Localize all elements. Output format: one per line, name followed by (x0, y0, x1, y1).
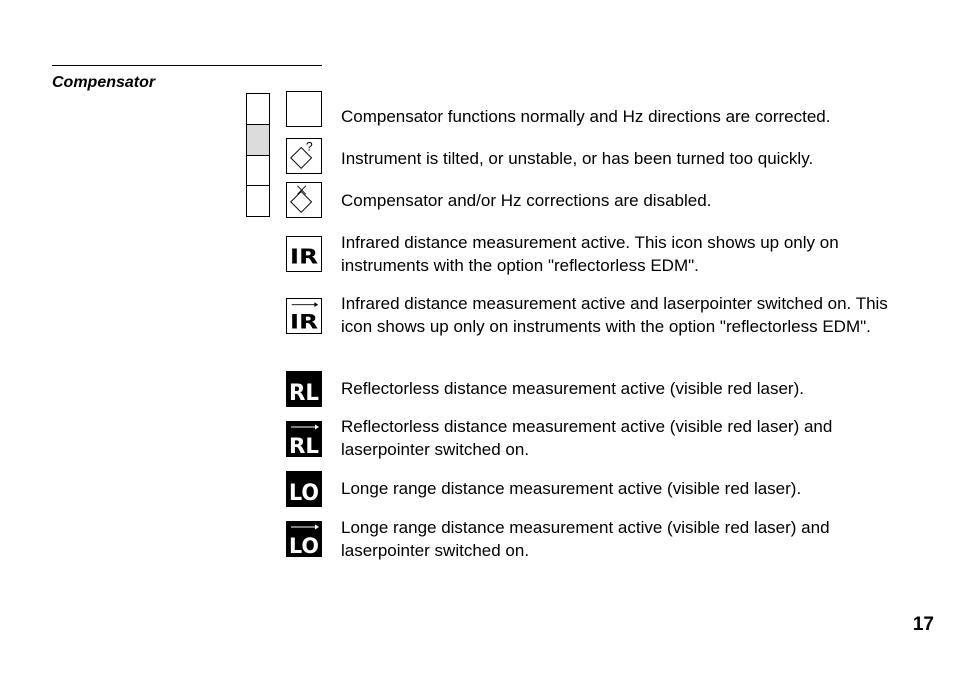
sidebar-segment-shaded (246, 124, 270, 156)
svg-text:?: ? (305, 139, 313, 154)
page-number: 17 (912, 614, 934, 635)
rl-icon-label: RL (289, 381, 319, 406)
ir-laserpointer-icon (286, 298, 322, 334)
tilted-warning-icon (286, 138, 322, 174)
compensator-on-icon (286, 91, 322, 127)
item-description: Infrared distance measurement active. This icon shows up only on instruments with the option "reflectorless EDM". (341, 233, 839, 275)
item-description: Compensator and/or Hz corrections are disabled. (341, 191, 712, 210)
lo-icon (286, 471, 322, 507)
item-description: Compensator functions normally and Hz directions are corrected. (341, 107, 831, 126)
rl-laserpointer-icon-label: RL (289, 434, 319, 457)
ir-laserpointer-icon-label: IR (289, 310, 319, 333)
compensator-off-icon (286, 182, 322, 218)
section-rule (52, 65, 322, 66)
ir-icon (286, 236, 322, 272)
rl-icon (286, 371, 322, 407)
ir-icon-label: IR (289, 244, 319, 269)
lo-laserpointer-icon (286, 521, 322, 557)
sidebar-segment-empty (246, 93, 270, 125)
item-description: Longe range distance measurement active (visible red laser). (341, 479, 802, 498)
item-description: Longe range distance measurement active (visible red laser) and laserpointer switched on. (341, 518, 830, 560)
lo-laserpointer-icon-label: LO (289, 534, 319, 557)
item-description: Instrument is tilted, or unstable, or has been turned too quickly. (341, 149, 814, 168)
sidebar-segment-empty (246, 185, 270, 217)
item-description: Reflectorless distance measurement active (visible red laser) and laserpointer switched on. (341, 417, 833, 459)
lo-icon-label: LO (289, 481, 319, 506)
item-description: Reflectorless distance measurement active (visible red laser). (341, 379, 804, 398)
section-heading: Compensator (52, 74, 156, 91)
sidebar-segment-empty (246, 155, 270, 186)
item-description: Infrared distance measurement active and laserpointer switched on. This icon shows up only on instruments with the option "reflectorless EDM". (341, 294, 888, 336)
rl-laserpointer-icon (286, 421, 322, 457)
